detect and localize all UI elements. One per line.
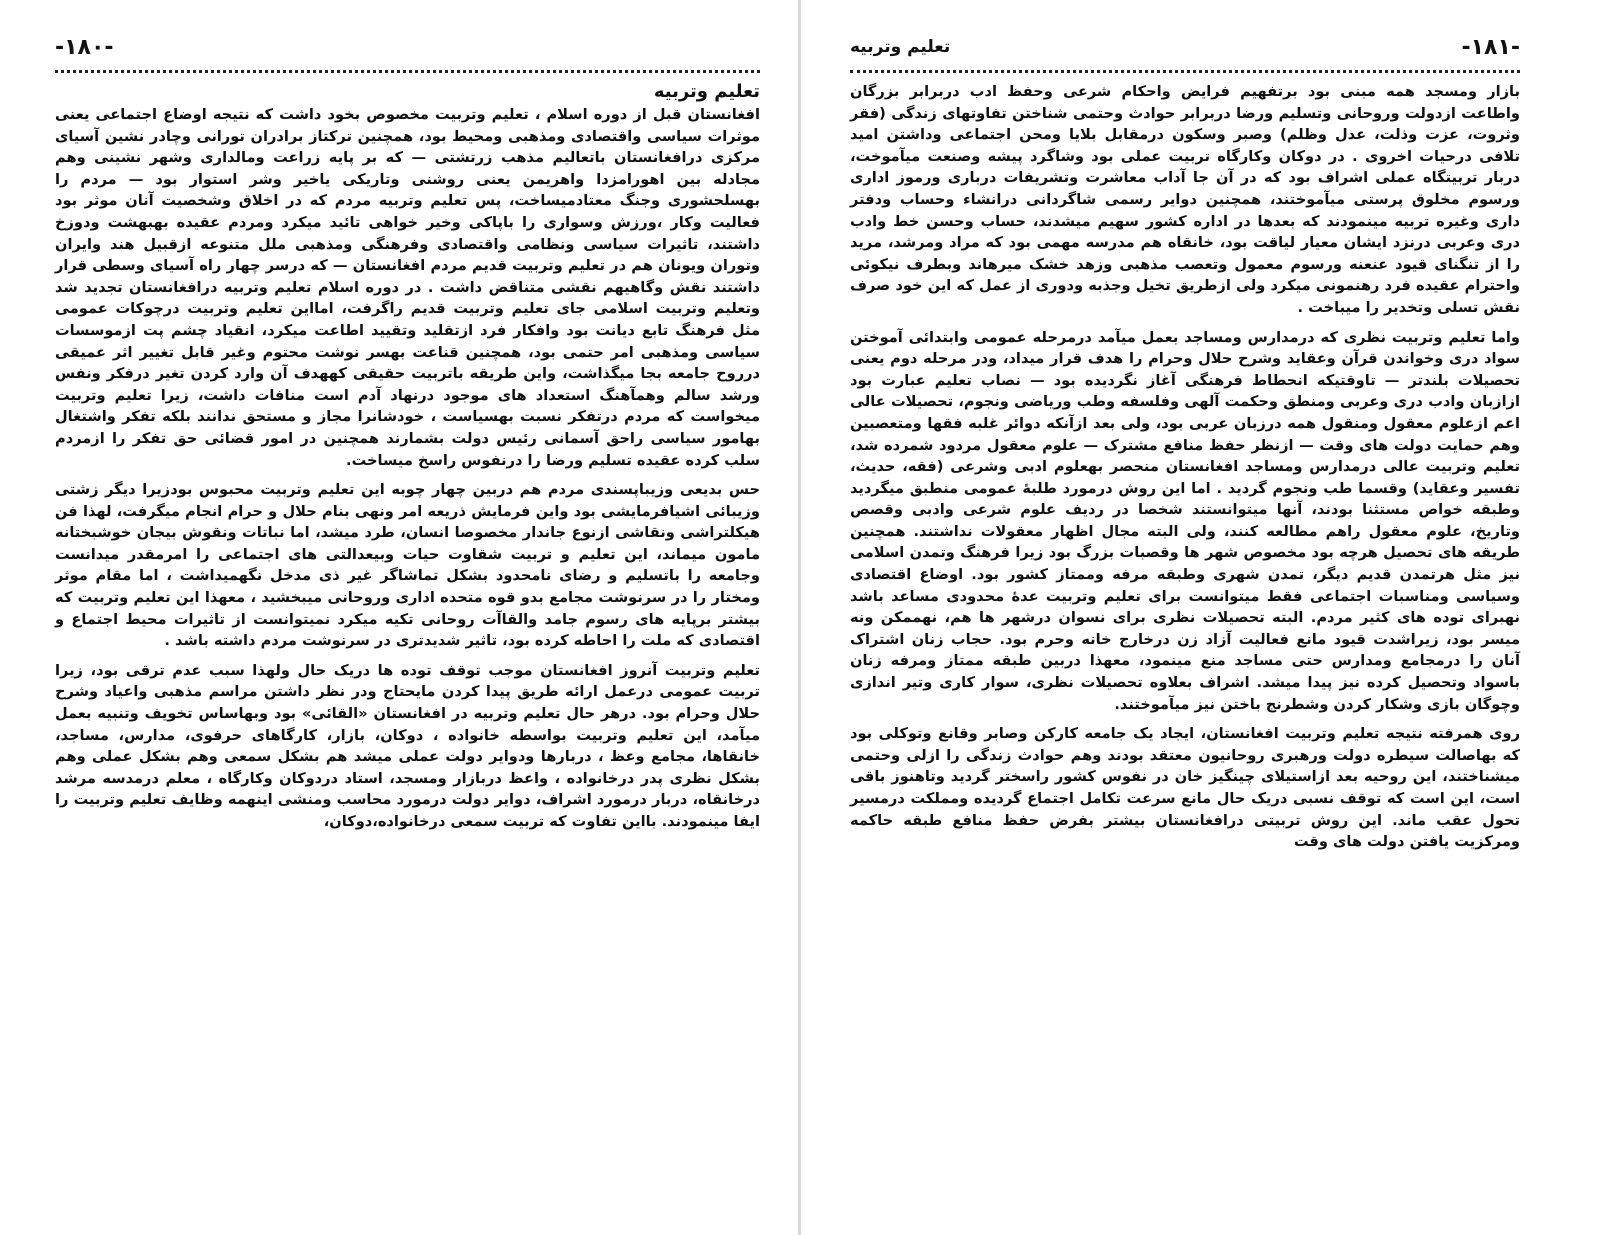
right-page-number: -۱۸۱- — [1461, 34, 1520, 60]
paragraph: بازار ومسجد همه مبنی بود برتفهیم فرایض واحکام شرعی وحفظ ادب دربرابر بزرگان واطاعت ازدولت وروحانی وتسلیم ورضا دربرابر حوادث وحتمی شناختن تفاوتهای زندگی (فقر وثروت، عزت وذلت، عدل وظلم) وصبر وسکون درمقابل بلایا ومحن اجتماعی وداشتن امید تلافی درحیات اخروی . در دوکان وکارگاه تربیت عملی بود وشاگرد پیشه وصنعت میآموخت، دربار تربیتگاه عملی اشراف بود که در آن جا آداب معاشرت وتشریفات درباری ورموز اداری ورسوم مخلوق پرستی میآموختند، همچنین دوایر رسمی شاگردانی درانشاء وحساب ودفتر داری وغیره تربیه مینمودند که بعدها در اداره کشور سهیم میشدند، حساب وحسن خط وادب دری وعربی درنزد ایشان معیار لیاقت بود، خانقاه هم مدرسه مهمی بود که مراد ومرشد، مرید را از تنگنای قیود عنعنه ورسوم معمول وتعصب مذهبی وزهد خشک میرهاند وبطرف نیکوئی واحترام عقیده فرد رهنمونی میکرد ولی ازطریق تخیل وجذبه ودوری از عمل که این خود صرف نقش تسلی وتخدیر را میباخت . — [850, 83, 1520, 316]
right-page-header — [850, 30, 1520, 64]
paragraph: تعلیم وتربیت آنروز افغانستان موجب توقف توده ها دریک حال ولهذا سبب عدم ترقی بود، زیرا تربیت عمومی درعمل ارائه طریق پیدا کردن مایحتاج ودر نظر داشتن مراسم مذهبی واعیاد وشرح حلال وحرام بود. درهر حال تعلیم وتربیه در افغانستان «القائی» بود وبهاساس تخویف وتنبیه بعمل میآمد، این تعلیم وتربیت بواسطه خانواده ، دوکان، بازار، کارگاهای حرفوی، مدارس، مساجد، خانقاها، مجامع وعظ ، دربارها ودوایر دولت عملی میشد هم بشکل سمعی وهم بشکل عملی وهم بشکل نظری پدر درخانواده ، واعظ دربازار ومسجد، استاد دردوکان وکارگاه ، معلم درمدسه مرشد درخانقاه، دربار درمورد اشراف، دوایر دولت درمورد محاسب ومنشی اینهمه وظایف تعلیم وتربیت را ایفا مینمودند. بااین تفاوت که تربیت سمعی درخانواده،دوکان، — [55, 661, 760, 830]
right-page — [800, 0, 1600, 1235]
paragraph: واما تعلیم وتربیت نظری که درمدارس ومساجد بعمل میآمد درمرحله عمومی وابتدائی آموختن سواد دری وخواندن قرآن وعقاید وشرح حلال وحرام را هدف قرار میداد، ودر مرحله دوم یعنی تحصیلات بلندتر — تاوقتیکه انحطاط فرهنگی آغاز نگردیده بود — نصاب تعلیم عبارت بود ازازبان وادب دری وعربی ومنطق وحکمت آلهی وفلسفه وطب وریاضی ونجوم، تحصیلات عالی اعم ازعلوم معقول ومنقول همه درزبان عربی بود، ولی بعد ازآنکه دوائر غلبه فقها ومتعصبین وهم حمایت دولت های وقت — ازنظر حفظ منافع مشترک — علوم معقول مردود شمرده شد، تعلیم وتربیت عالی درمدارس ومساجد افغانستان منحصر بهعلوم ادبی وشرعی (فقه، حدیث، تفسیر وعقاید) وقسما طب ونجوم گردید . اما این روش درمورد طلبهٔ عمومی منطبق میگردید وطبقه خواص مستثنا بودند، آنها میتوانستند شخصا در ردیف علوم شرعی وادبی وقصص وتاریخ، علوم معقول راهم مطالعه کنند، ولی البته مجال اظهار معقولات نداشتند. همچنین طریقه های تحصیل هرچه بود مخصوص شهر ها وقصبات بزرگ بود زیرا فرهنگ وتمدن اسلامی نیز مثل هرتمدن قدیم دیگر، تمدن شهری وطبقه مرفه وممتاز کشور بود. اوضاع اقتصادی وسیاسی ومناسبات اجتماعی فقط میتوانست برای تعلیم وتربیت عدهٔ محدودی مساعد باشد نهبرای توده های کثیر مردم. البته تحصیلات نظری برای نسوان درشهر ها هم، نهممکن ونه میسر بود، زیراشدت قیود مانع فعالیت آزاد زن درخارج خانه وحرم بود. حجاب زنان اشتراک آنان را درمجامع ومدارس حتی مساجد منع مینمود، معهذا دربین طبقه ممتاز ومرفه زنان باسواد وتحصیل کرده نیز پیدا میشد. اشراف بعلاوه تحصیلات نظری، سوار کاری وتیر اندازی وچوگان بازی وشکار کردن وشطرنج باختن نیز میآموختند. — [850, 328, 1520, 713]
paragraph: حس بدیعی وزیباپسندی مردم هم دربین چهار چوبه این تعلیم وتربیت محبوس بودزیرا دیگر زشتی وزیبائی اشیافرمایشی بود واین فرمایش ذریعه امر ونهی بنام حلال و حرام انجام میگرفت، لهذا فن هیکلتراشی ونقاشی ازنوع جاندار مخصوصا انسان، طرد میشد، اما نباتات ونقوش بیجان خوشبختانه مامون میماند، این تعلیم و تربیت شقاوت حیات وبیعدالتی های اجتماعی را امرمقدر میدانست وجامعه را باتسلیم و رضای نامحدود بشکل تماشاگر غیر ذی مدخل نگهمیداشت ، اما مقام موثر ومختار را در سرنوشت مجامع بدو قوه متحده اداری وروحانی میبخشید ، معهذا این تعلیم وتربیت که بیشتر برپایه های رسوم جامد والقاآت روحانی تکیه میکرد نمیتوانست از تاثیرات محیط اجتماع و اقتصادی که ملت را احاطه کرده بود، تاثیر شدیدتری در سرنوشت مردم داشته باشد . — [55, 481, 760, 650]
paragraph: روی همرفته نتیجه تعلیم وتربیت افغانستان، ایجاد یک جامعه کارکن وصابر وقانع وتوکلی بود که بهاصالت سیطره دولت ورهبری روحانیون معتقد بودند وهم حوادث زندگی را ازلی وحتمی میشناختند، این روحیه بعد ازاستیلای چینگیز خان در نفوس کشور راسختر گردید وتاهنوز باقی است، این است که توقف نسبی دریک حال مانع سرعت تکامل اجتماع گردیده ومملکت درمسیر تحول عقب ماند. این روش تربیتی درافغانستان بیشتر بفرض حفظ منافع طبقه حاکمه ومرکزیت یافتن دولت های وقت — [850, 725, 1520, 851]
left-page-number: -۱۸۰- — [55, 34, 114, 60]
left-dotted-rule — [55, 70, 760, 73]
right-dotted-rule — [850, 70, 1520, 73]
right-running-title: تعلیم وتربیه — [850, 37, 951, 57]
section-title: تعلیم وتربیه — [653, 81, 760, 102]
paragraph: افغانستان قبل از دوره اسلام ، تعلیم وتربیت مخصوص بخود داشت که نتیجه اوضاع اجتماعی یعنی موثرات سیاسی واقتصادی ومذهبی ومحیط بود، همچنین ترکتاز برادران تورانی وچادر نشین آسیای مرکزی درافغانستان باتعالیم مذهب زرتشتی — که بر پایه زراعت ومالداری وشهر نشینی وهم مجادله بین اهورامزدا واهریمن یعنی روشنی وتاریکی یاخیر وشر استوار بود — مردم را بهسلحشوری وجنگ معتادمیساخت، پس تعلیم وتربیه مردم که در اخلاق وشخصیت آنان موثر بود فعالیت وکار ،ورزش وسواری را باپاکی وخیر خواهی تائید میکرد ومردم عقیده بهبهشت ودوزخ داشتند، تاثیرات سیاسی ونظامی واقتصادی وفرهنگی ومذهبی ملل متنوعه ازقبیل هند وایران وتوران ویونان هم در تعلیم وتربیت قدیم مردم افغانستان — که درسر چهار راه آسیای وسطی قرار داشتند نقش وگاهیهم نقشی متناقض داشت . در دوره اسلام تعلیم وتربیه درافغانستان تجدید شد وتعلیم وتربیت اسلامی جای تعلیم وتربیت قدیم راگرفت، امااین تعلیم وتربیت درچوکات عمومی مثل فرهنگ تابع دیانت بود وافکار فرد ازتقلید وتقیید اطاعت میکرد، انقیاد چشم پت ازموسسات سیاسی ومذهبی امر حتمی بود، همچنین قناعت بهسر نوشت محتوم وغیر قابل تغییر اثر عمیقی درروح جامعه بجا میگذاشت، واین طریقه باتربیت حقیقی کههدف آن وارد کردن تغیر درفکر ونفس ورشد سالم وهمآهنگ استعداد های موجود درنهاد آدم است منافات داشت، زیرا تعلیم وتربیت میخواست که مردم درتفکر نسبت بهسیاست ، خودشانرا مجاز و مستحق ندانند بلکه تفکر واشتغال بهامور سیاسی راحق آسمانی رئیس دولت بشمارند همچنین در امور قضائی حق تفکر را ازمردم سلب کرده عقیده تسلیم ورضا را درنفوس راسخ میساخت. — [55, 106, 760, 469]
left-page-header — [55, 30, 760, 64]
